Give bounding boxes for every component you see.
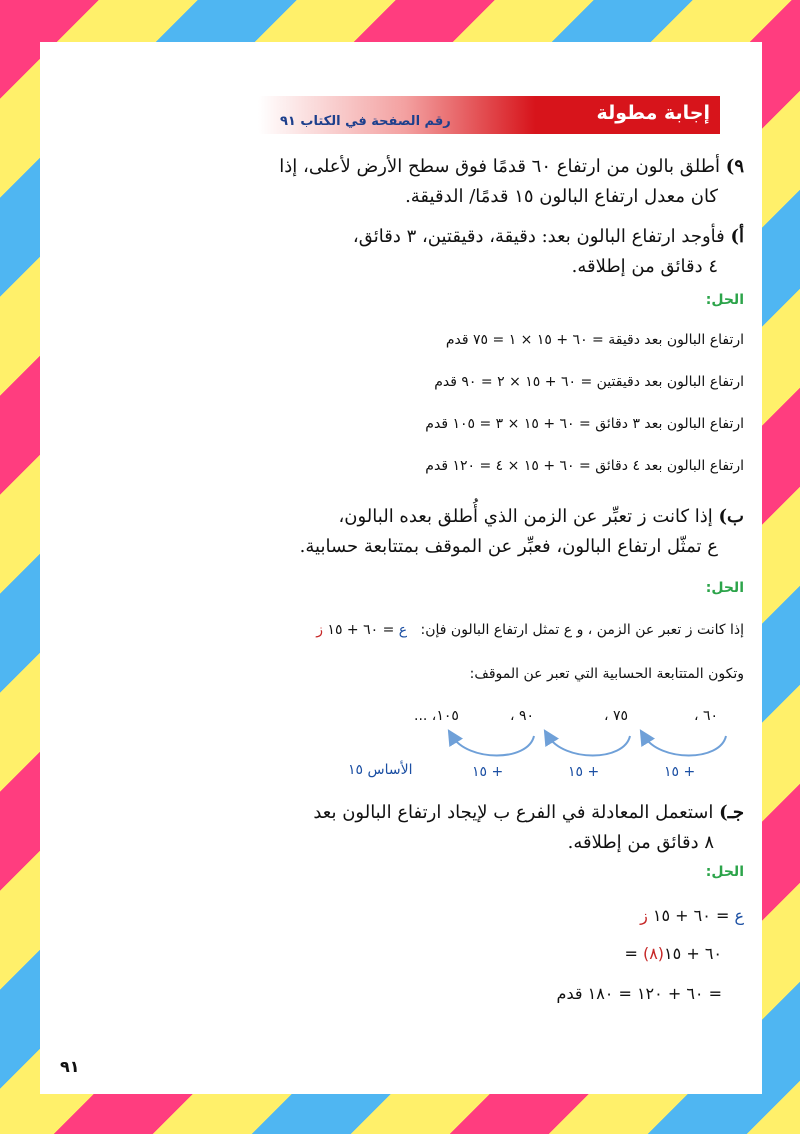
substituted-value: (٨): [642, 944, 665, 963]
equation-expression: = ٦٠ + ١٥: [652, 906, 730, 925]
part-label: أ): [730, 226, 744, 247]
part-a-prompt: [264, 222, 744, 282]
equation-expression: = ٦٠ + ١٥: [624, 944, 722, 963]
variable-time: ز: [640, 906, 648, 925]
step-label: + ١٥: [568, 764, 600, 780]
step-label: + ١٥: [664, 764, 696, 780]
part-b-equation-line: [204, 622, 744, 638]
sequence-arrows: [430, 728, 740, 768]
part-c-equation-2: [422, 944, 722, 963]
part-a-solution-line: ارتفاع البالون بعد ٣ دقائق = ٦٠ + ١٥ × ٣ = ١٠٥ قدم: [425, 416, 744, 432]
part-line: فأوجد ارتفاع البالون بعد: دقيقة، دقيقتين، ٣ دقائق،: [352, 226, 725, 247]
book-page-reference: رقم الصفحة في الكتاب ٩١: [280, 114, 451, 129]
solution-label: الحل:: [705, 292, 744, 308]
sequence-intro: وتكون المتتابعة الحسابية التي تعبر عن الموقف:: [469, 666, 744, 682]
part-line: إذا كانت ز تعبِّر عن الزمن الذي أُطلق بعده البالون،: [338, 506, 713, 527]
question-number: ٩): [725, 156, 744, 177]
part-line: ٤ دقائق من إطلاقه.: [571, 256, 718, 277]
equation-expression: = ٦٠ + ١٥: [327, 622, 395, 638]
sequence-term: ٦٠ ،: [694, 708, 719, 724]
arrow-step-3: [452, 736, 534, 756]
part-a-solution-line: ارتفاع البالون بعد دقيقتين = ٦٠ + ١٥ × ٢ = ٩٠ قدم: [434, 374, 744, 390]
part-line: ع تمثّل ارتفاع البالون، فعبِّر عن الموقف بمتتابعة حسابية.: [299, 536, 718, 557]
variable-time: ز: [316, 622, 323, 638]
step-label: + ١٥: [472, 764, 504, 780]
equation-intro: إذا كانت ز تعبر عن الزمن ، و ع تمثل ارتفاع البالون فإن:: [420, 622, 744, 638]
solution-label: الحل:: [705, 580, 744, 596]
page-sheet: [40, 42, 762, 1094]
part-b-prompt: [264, 502, 744, 562]
part-line: استعمل المعادلة في الفرع ب لإيجاد ارتفاع البالون بعد: [313, 802, 714, 823]
arrow-step-2: [548, 736, 630, 756]
part-label: جـ): [719, 802, 744, 823]
arrow-step-1: [644, 736, 726, 756]
question-9: [224, 152, 744, 212]
sequence-term: ٩٠ ،: [510, 708, 535, 724]
solution-label: الحل:: [705, 864, 744, 880]
variable-height: ع: [398, 622, 408, 638]
part-a-solution-line: ارتفاع البالون بعد ٤ دقائق = ٦٠ + ١٥ × ٤ = ١٢٠ قدم: [425, 458, 744, 474]
section-title: إجابة مطولة: [596, 102, 710, 124]
page-number: ٩١: [60, 1057, 80, 1076]
variable-height: ع: [734, 906, 744, 925]
part-a-solution-line: ارتفاع البالون بعد دقيقة = ٦٠ + ١٥ × ١ = ٧٥ قدم: [445, 332, 744, 348]
part-label: ب): [718, 506, 744, 527]
part-c-prompt: [264, 798, 744, 858]
common-difference: الأساس ١٥: [348, 762, 413, 778]
part-c-equation-1: [444, 906, 744, 925]
part-c-equation-3: = ٦٠ + ١٢٠ = ١٨٠ قدم: [556, 984, 722, 1003]
part-line: ٨ دقائق من إطلاقه.: [567, 832, 714, 853]
sequence-term: ٧٥ ،: [604, 708, 629, 724]
question-line: كان معدل ارتفاع البالون ١٥ قدمًا/ الدقيقة.: [405, 186, 718, 207]
question-line: أطلق بالون من ارتفاع ٦٠ قدمًا فوق سطح الأرض لأعلى، إذا: [279, 156, 721, 177]
sequence-term: ١٠٥، ...: [414, 708, 459, 724]
